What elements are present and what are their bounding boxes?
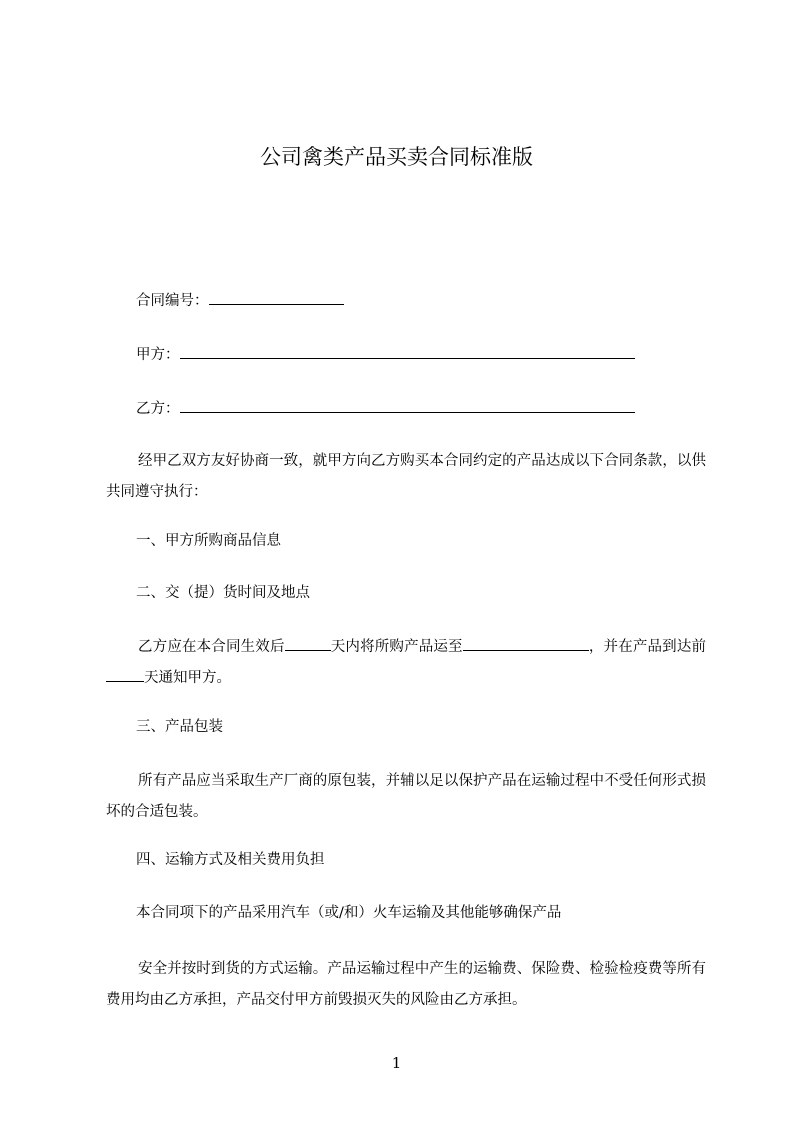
party-b-line xyxy=(136,397,635,420)
delivery-text-1: 乙方应在本合同生效后 xyxy=(138,639,285,655)
notice-days-blank xyxy=(106,666,144,682)
document-title: 公司禽类产品买卖合同标准版 xyxy=(260,145,533,169)
party-a-line xyxy=(136,343,635,366)
transport-line: 本合同项下的产品采用汽车（或/和）火车运输及其他能够确保产品 xyxy=(136,905,562,921)
page-number: 1 xyxy=(391,1054,402,1072)
intro-paragraph: 经甲乙双方友好协商一致，就甲方向乙方购买本合同约定的产品达成以下合同条款，以供共同遵守执行： xyxy=(106,453,706,500)
section-2-heading: 二、交（提）货时间及地点 xyxy=(136,585,310,601)
contract-number-label: 合同编号： xyxy=(136,293,209,309)
delivery-text-3: ，并在产品到达前 xyxy=(588,639,707,655)
delivery-place-blank xyxy=(463,635,589,651)
delivery-text-2: 天内将所购产品运至 xyxy=(330,639,463,655)
party-a-blank xyxy=(180,343,635,359)
delivery-text-4: 天通知甲方。 xyxy=(144,670,231,686)
delivery-days-blank xyxy=(285,635,331,651)
transport-paragraph: 安全并按时到货的方式运输。产品运输过程中产生的运输费、保险费、检验检疫费等所有费用均由乙方承担，产品交付甲方前毁损灭失的风险由乙方承担。 xyxy=(106,961,706,1008)
contract-number-blank xyxy=(209,289,344,305)
party-b-blank xyxy=(180,397,635,413)
section-3-heading: 三、产品包装 xyxy=(136,719,223,735)
contract-number-line xyxy=(136,289,344,312)
party-a-label: 甲方： xyxy=(136,347,180,363)
section-4-heading: 四、运输方式及相关费用负担 xyxy=(136,852,325,868)
section-1-heading: 一、甲方所购商品信息 xyxy=(136,533,281,549)
packaging-paragraph: 所有产品应当采取生产厂商的原包装，并辅以足以保护产品在运输过程中不受任何形式损坏的合适包装。 xyxy=(106,773,706,820)
delivery-paragraph xyxy=(106,632,706,694)
party-b-label: 乙方： xyxy=(136,401,180,417)
